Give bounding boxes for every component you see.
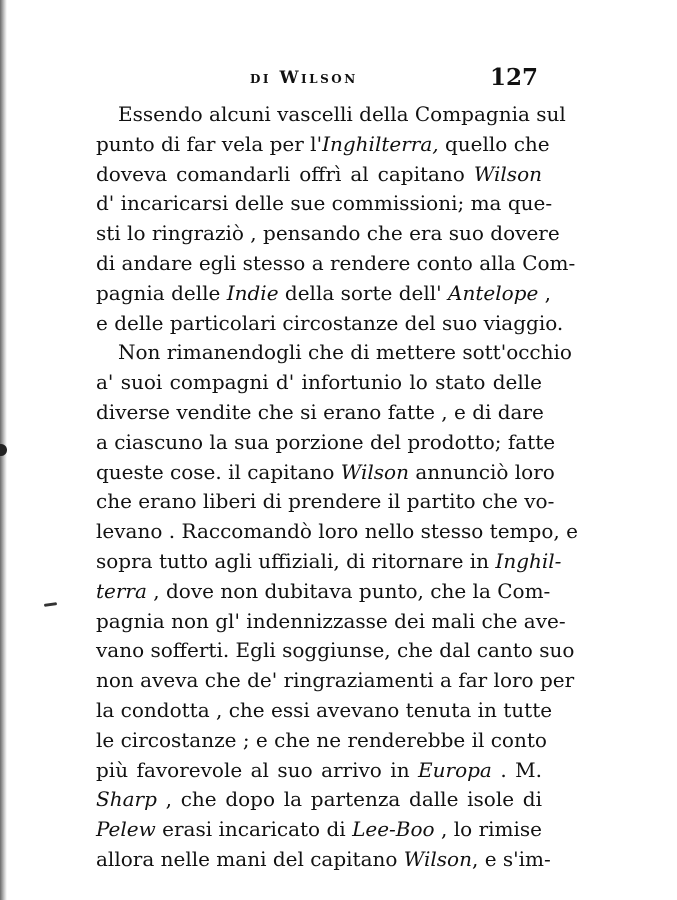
text-line: [96, 607, 566, 635]
text-run: diverse vendite che si erano fatte , e di dare: [96, 400, 544, 424]
text-line: [96, 845, 551, 873]
italic-text: Lee-Boo: [352, 817, 435, 842]
text-line: [96, 696, 553, 724]
text-run: , dove non dubitava punto, che la Com-: [146, 578, 551, 603]
italic-text: Europa: [418, 757, 492, 782]
running-head: di Wilson: [250, 68, 358, 88]
text-run: Essendo alcuni vascelli della Compagnia sul: [118, 102, 566, 126]
text-run: e delle particolari circostanze del suo viaggio.: [96, 310, 564, 335]
text-run: , che dopo la partenza dalle isole di: [156, 787, 542, 812]
italic-text: Wilson: [340, 459, 409, 484]
text-line: [96, 785, 542, 813]
text-line: [96, 249, 576, 277]
italic-text: Inghilterra,: [322, 131, 439, 156]
text-line: [96, 398, 542, 426]
text-line: [96, 458, 555, 486]
text-line: [96, 517, 578, 545]
text-run: della sorte dell': [278, 280, 448, 305]
text-run: queste cose. il capitano: [96, 459, 341, 484]
text-run: non aveva che de' ringraziamenti a far loro per: [96, 668, 575, 693]
italic-text: Wilson: [403, 847, 472, 871]
text-line: [96, 815, 542, 843]
text-line: [96, 428, 556, 456]
italic-text: Pelew: [96, 817, 156, 842]
text-run: più favorevole al suo arrivo in: [96, 757, 419, 782]
text-run: annunciò loro: [408, 459, 555, 484]
text-line: [96, 189, 553, 217]
page-number: 127: [490, 64, 539, 91]
italic-text: Sharp: [96, 787, 157, 812]
italic-text: Inghil-: [495, 549, 562, 573]
text-run: ,: [538, 280, 551, 305]
text-run: , lo rimise: [434, 817, 542, 842]
text-run: Non rimanendogli che di mettere sott'occhio: [118, 340, 572, 365]
text-run: che erano liberi di prendere il partito che vo-: [96, 489, 555, 514]
text-run: sopra tutto agli uffiziali, di ritornare in: [96, 549, 496, 573]
text-line: [96, 666, 575, 694]
text-line: [96, 130, 550, 158]
text-run: , e s'im-: [471, 847, 551, 871]
text-line: [118, 100, 566, 128]
text-line: [96, 547, 562, 575]
text-run: doveva comandarli offrì al capitano: [96, 161, 474, 186]
text-run: allora nelle mani del capitano: [96, 847, 404, 871]
text-run: d' incaricarsi delle sue commissioni; ma que-: [96, 191, 553, 216]
text-run: quello che: [438, 131, 550, 156]
text-run: levano . Raccomandò loro nello stesso tempo, e: [96, 519, 578, 544]
text-run: . M.: [491, 757, 542, 782]
text-run: punto di far vela per l': [96, 131, 323, 156]
text-run: erasi incaricato di: [155, 817, 353, 842]
text-run: pagnia non gl' indennizzasse dei mali che ave-: [96, 608, 566, 633]
text-run: a ciascuno la sua porzione del prodotto; fatte: [96, 429, 556, 454]
italic-text: Wilson: [473, 161, 542, 186]
text-line: [118, 338, 572, 366]
italic-text: Indie: [226, 280, 279, 305]
text-line: [96, 726, 547, 754]
text-run: le circostanze ; e che ne renderebbe il conto: [96, 727, 547, 752]
text-line: [96, 636, 575, 664]
stray-ink-mark: [44, 602, 57, 607]
text-line: [96, 368, 542, 396]
text-line: [96, 219, 560, 247]
text-line: [96, 160, 542, 188]
text-run: vano sofferti. Egli soggiunse, che dal canto suo: [96, 638, 575, 663]
text-run: la condotta , che essi avevano tenuta in tutte: [96, 698, 553, 722]
text-line: [96, 756, 542, 784]
italic-text: terra: [96, 578, 147, 603]
text-run: pagnia delle: [96, 280, 227, 305]
text-run: sti lo ringraziò , pensando che era suo dovere: [96, 221, 560, 246]
text-line: [96, 309, 564, 337]
text-run: di andare egli stesso a rendere conto alla Com-: [96, 251, 576, 275]
text-line: [96, 487, 555, 515]
text-line: [96, 279, 551, 307]
italic-text: Antelope: [448, 280, 539, 305]
text-run: a' suoi compagni d' infortunio lo stato delle: [96, 370, 542, 395]
text-line: [96, 577, 551, 605]
